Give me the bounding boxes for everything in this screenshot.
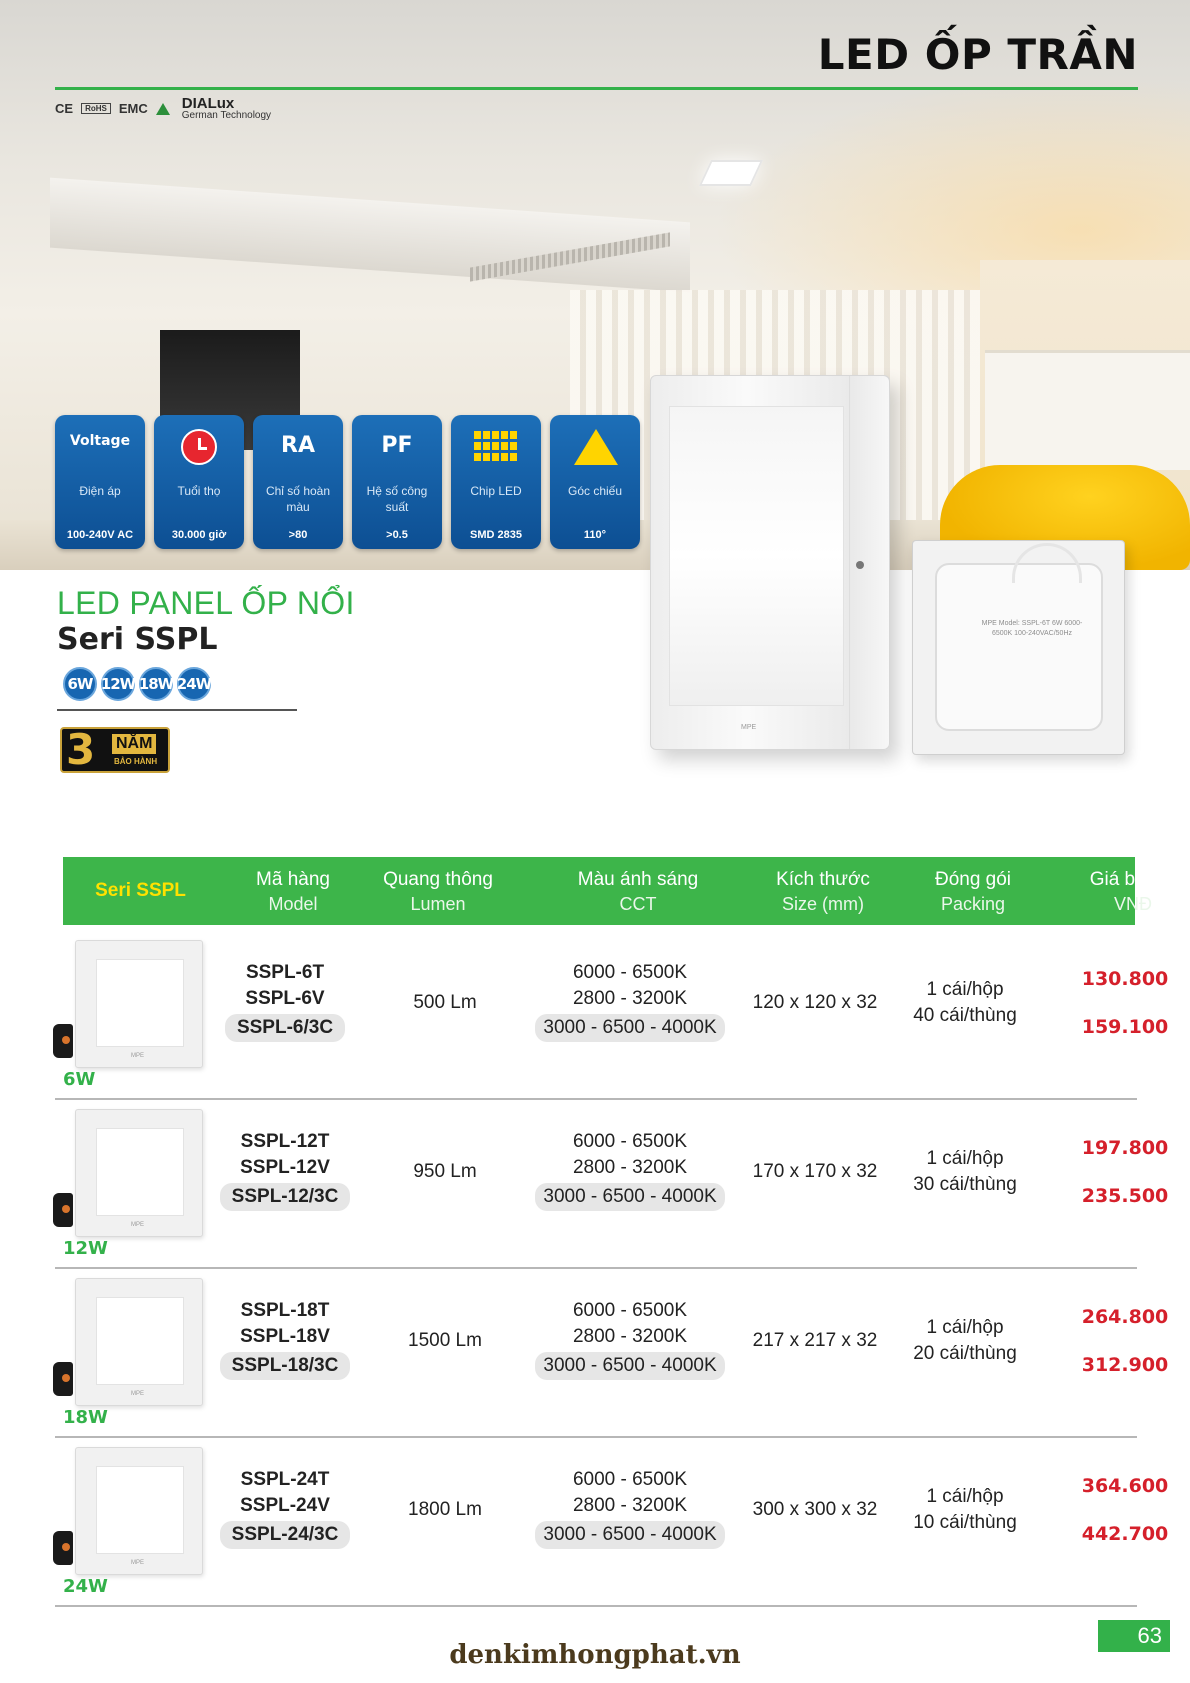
spec-lifetime xyxy=(154,415,244,549)
ceiling-step xyxy=(50,178,690,293)
driver-housing xyxy=(935,563,1103,731)
clock-icon xyxy=(181,429,217,465)
header-seri: Seri SSPL xyxy=(95,880,186,901)
spec-value: 100-240V AC xyxy=(66,529,134,541)
pf-icon: PF xyxy=(381,433,413,458)
interior-cabinet xyxy=(985,350,1190,470)
price-cell xyxy=(1005,1305,1190,1377)
header-cct-label: Màu ánh sáng xyxy=(577,869,699,890)
header-price-sub: VNĐ xyxy=(1113,894,1152,914)
lumen-cell: 950 Lm xyxy=(413,1161,477,1182)
hero-banner xyxy=(0,0,1190,570)
spec-value: >80 xyxy=(288,529,308,541)
header-lumen xyxy=(333,867,543,917)
product-image-back xyxy=(912,540,1125,755)
model-cell xyxy=(210,1129,360,1211)
price-cell xyxy=(1005,1474,1190,1546)
thumbnail-diffuser xyxy=(96,1297,184,1385)
sensor-icon xyxy=(53,1531,73,1565)
watt-badge-12w: 12W xyxy=(101,667,135,701)
header-pack-label: Đóng gói xyxy=(934,869,1012,890)
cct-value: 2800 - 3200K xyxy=(572,988,688,1009)
cct-value: 2800 - 3200K xyxy=(572,1157,688,1178)
price-value: 312.900 xyxy=(1081,1354,1169,1376)
price-value: 197.800 xyxy=(1081,1137,1169,1159)
model-code: SSPL-24V xyxy=(240,1495,330,1516)
row-watt: 12W xyxy=(63,1238,108,1259)
pack-value: 1 cái/hộp xyxy=(926,1148,1004,1169)
price-table-header xyxy=(63,857,1177,925)
website-url[interactable]: denkimhongphat.vn xyxy=(449,1640,741,1670)
warranty-years: 3 xyxy=(66,725,96,774)
cable-icon xyxy=(1012,543,1082,583)
table-row xyxy=(55,1439,1169,1607)
header-lumen-sub: Lumen xyxy=(410,894,466,914)
product-title: LED PANEL ỐP NỔI xyxy=(57,585,355,621)
warranty-badge xyxy=(60,727,170,773)
thumbnail-logo: MPE xyxy=(131,1391,145,1397)
header-size-label: Kích thước xyxy=(776,869,870,890)
sensor-icon xyxy=(53,1193,73,1227)
row-watt: 24W xyxy=(63,1576,108,1597)
dialux-name: DIALux xyxy=(181,95,235,112)
emc-mark: EMC xyxy=(118,101,148,116)
title-divider xyxy=(57,709,297,711)
pack-value: 10 cái/thùng xyxy=(913,1512,1017,1533)
panel-diffuser xyxy=(669,406,844,706)
spec-ra xyxy=(253,415,343,549)
header-lumen-label: Quang thông xyxy=(383,869,493,890)
thumbnail-diffuser xyxy=(96,959,184,1047)
pack-value: 1 cái/hộp xyxy=(926,1317,1004,1338)
spec-badges xyxy=(55,415,640,549)
voltage-icon: Voltage xyxy=(69,433,131,449)
cct-value: 3000 - 6500 - 4000K xyxy=(535,1521,724,1549)
pack-value: 40 cái/thùng xyxy=(913,1005,1017,1026)
price-value: 364.600 xyxy=(1081,1475,1169,1497)
model-code: SSPL-6V xyxy=(245,988,325,1009)
thumbnail-logo: MPE xyxy=(131,1560,145,1566)
spec-beam-angle xyxy=(550,415,640,549)
size-cell: 170 x 170 x 32 xyxy=(752,1161,878,1182)
pack-value: 1 cái/hộp xyxy=(926,979,1004,1000)
cct-value: 6000 - 6500K xyxy=(572,1469,688,1490)
model-code: SSPL-12V xyxy=(240,1157,330,1178)
model-code: SSPL-12/3C xyxy=(220,1183,351,1211)
panel-side xyxy=(849,376,889,749)
lumen-cell: 500 Lm xyxy=(413,992,477,1013)
model-code: SSPL-24T xyxy=(240,1469,330,1490)
row-watt: 18W xyxy=(63,1407,108,1428)
category-divider xyxy=(55,87,1138,90)
model-cell xyxy=(210,1298,360,1380)
spec-label: Điện áp xyxy=(79,484,121,498)
spec-chip xyxy=(451,415,541,549)
cct-value: 2800 - 3200K xyxy=(572,1326,688,1347)
product-thumbnail xyxy=(75,1447,203,1575)
rohs-mark: RoHS xyxy=(81,103,111,114)
table-row xyxy=(55,1101,1169,1269)
spec-label: Tuổi thọ xyxy=(177,484,221,498)
category-title: LED ỐP TRẦN xyxy=(817,30,1138,79)
ceiling-light xyxy=(699,160,763,186)
thumbnail-diffuser xyxy=(96,1466,184,1554)
pack-value: 30 cái/thùng xyxy=(913,1174,1017,1195)
header-price xyxy=(1013,867,1190,917)
ce-mark: CE xyxy=(55,101,74,116)
model-code: SSPL-12T xyxy=(240,1131,330,1152)
price-value: 442.700 xyxy=(1081,1523,1169,1545)
thumbnail-logo: MPE xyxy=(131,1222,145,1228)
cct-value: 3000 - 6500 - 4000K xyxy=(535,1183,724,1211)
price-value: 130.800 xyxy=(1081,968,1169,990)
spec-value: 110° xyxy=(583,529,607,541)
beam-angle-icon xyxy=(574,429,618,465)
price-value: 235.500 xyxy=(1081,1185,1169,1207)
spec-value: SMD 2835 xyxy=(470,529,522,541)
table-row xyxy=(55,1270,1169,1438)
table-row xyxy=(55,932,1169,1100)
model-code: SSPL-18V xyxy=(240,1326,330,1347)
product-thumbnail xyxy=(75,1109,203,1237)
chip-led-icon xyxy=(474,431,518,461)
watt-badge-6w: 6W xyxy=(63,667,97,701)
lumen-cell: 1800 Lm xyxy=(408,1499,482,1520)
certification-row xyxy=(55,96,271,121)
thumbnail-logo: MPE xyxy=(131,1053,145,1059)
header-model-sub: Model xyxy=(268,894,318,914)
sensor-icon xyxy=(53,1024,73,1058)
row-watt: 6W xyxy=(63,1069,96,1090)
warranty-unit: NĂM xyxy=(112,734,156,754)
spec-voltage xyxy=(55,415,145,549)
lumen-cell: 1500 Lm xyxy=(408,1330,482,1351)
spec-pf xyxy=(352,415,442,549)
model-code: SSPL-24/3C xyxy=(220,1521,351,1549)
model-code: SSPL-18/3C xyxy=(220,1352,351,1380)
price-cell xyxy=(1005,967,1190,1039)
wattage-badges xyxy=(63,667,211,701)
spec-value: >0.5 xyxy=(386,529,408,541)
cct-value: 6000 - 6500K xyxy=(572,962,688,983)
dialux-logo-icon xyxy=(156,103,170,115)
spec-value: 30.000 giờ xyxy=(171,529,227,541)
watt-badge-18w: 18W xyxy=(139,667,173,701)
model-code: SSPL-6/3C xyxy=(225,1014,345,1042)
spec-label: Góc chiếu xyxy=(567,484,623,498)
header-model-label: Mã hàng xyxy=(256,869,330,890)
model-cell xyxy=(210,960,360,1042)
product-thumbnail xyxy=(75,940,203,1068)
cct-value: 3000 - 6500 - 4000K xyxy=(535,1014,724,1042)
pack-value: 20 cái/thùng xyxy=(913,1343,1017,1364)
spec-label: Hệ số công suất xyxy=(366,484,428,514)
watt-badge-24w: 24W xyxy=(177,667,211,701)
brand-logo: MPE xyxy=(741,724,757,731)
spec-label: Chip LED xyxy=(470,484,522,498)
price-cell xyxy=(1005,1136,1190,1208)
warranty-label: BẢO HÀNH xyxy=(114,757,158,766)
price-value: 264.800 xyxy=(1081,1306,1169,1328)
screw-icon xyxy=(856,561,864,569)
cct-value: 6000 - 6500K xyxy=(572,1300,688,1321)
pack-value: 1 cái/hộp xyxy=(926,1486,1004,1507)
driver-label: MPE Model: SSPL-6T 6W 6000-6500K 100-240VAC/50Hz xyxy=(981,620,1083,637)
thumbnail-diffuser xyxy=(96,1128,184,1216)
size-cell: 120 x 120 x 32 xyxy=(752,992,878,1013)
model-code: SSPL-18T xyxy=(240,1300,330,1321)
cct-value: 3000 - 6500 - 4000K xyxy=(535,1352,724,1380)
size-cell: 300 x 300 x 32 xyxy=(752,1499,878,1520)
dialux-tagline: German Technology xyxy=(181,110,272,121)
product-thumbnail xyxy=(75,1278,203,1406)
page-number: 63 xyxy=(1098,1620,1170,1652)
model-code: SSPL-6T xyxy=(245,962,325,983)
cct-value: 2800 - 3200K xyxy=(572,1495,688,1516)
header-size-sub: Size (mm) xyxy=(782,894,864,914)
cct-value: 6000 - 6500K xyxy=(572,1131,688,1152)
product-image-front xyxy=(650,375,890,750)
product-series: Seri SSPL xyxy=(57,622,218,657)
sensor-icon xyxy=(53,1362,73,1396)
dialux-mark xyxy=(182,96,271,121)
spec-label: Chỉ số hoàn màu xyxy=(265,484,331,514)
header-price-label: Giá bán lẻ xyxy=(1089,869,1177,890)
ra-icon: RA xyxy=(281,433,315,458)
price-value: 159.100 xyxy=(1081,1016,1169,1038)
header-cct-sub: CCT xyxy=(619,894,657,914)
model-cell xyxy=(210,1467,360,1549)
header-pack-sub: Packing xyxy=(940,894,1006,914)
size-cell: 217 x 217 x 32 xyxy=(752,1330,878,1351)
